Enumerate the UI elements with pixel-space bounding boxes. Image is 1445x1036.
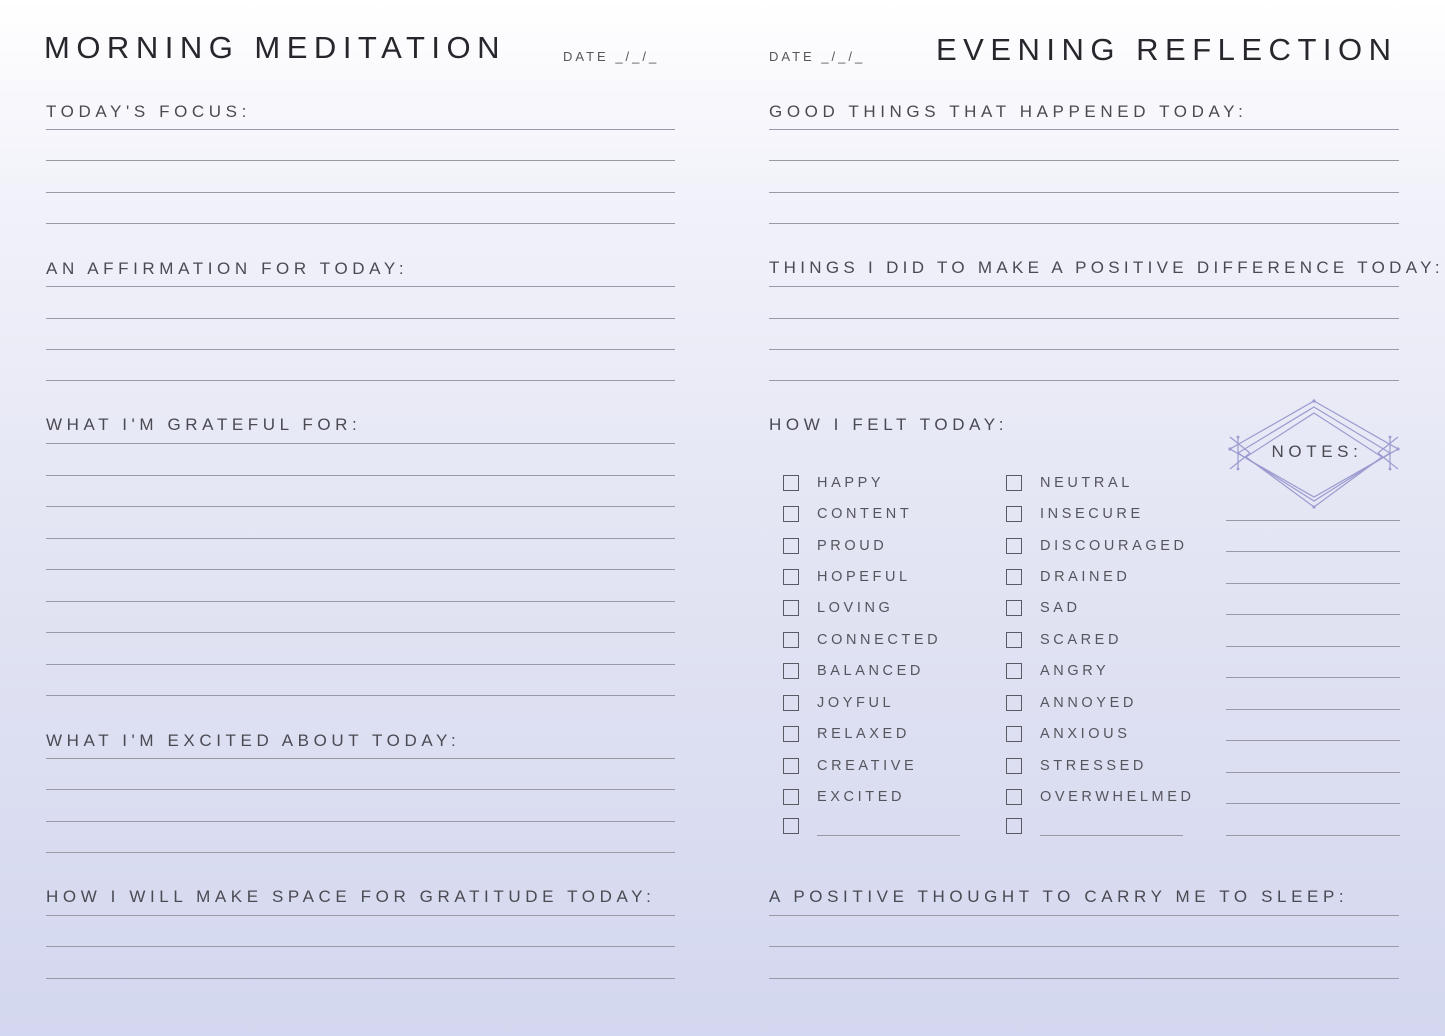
notes-line[interactable] (1226, 583, 1400, 584)
good-things-label: GOOD THINGS THAT HAPPENED TODAY: (769, 102, 1248, 121)
grateful-for-line[interactable] (46, 664, 675, 665)
positive-thought-line[interactable] (769, 915, 1399, 916)
mood-checkbox[interactable] (1006, 600, 1022, 616)
mood-option[interactable] (1006, 630, 1122, 650)
excited-about-line[interactable] (46, 789, 675, 790)
evening-date-field[interactable]: DATE _/_/_ (769, 49, 866, 64)
mood-label: DRAINED (1040, 569, 1131, 585)
mood-label: CONNECTED (817, 632, 942, 648)
mood-option[interactable] (783, 661, 924, 681)
mood-option-blank[interactable] (783, 816, 960, 836)
mood-label: LOVING (817, 600, 894, 616)
mood-label: DISCOURAGED (1040, 538, 1188, 554)
positive-difference-line[interactable] (769, 380, 1399, 381)
mood-checkbox[interactable] (1006, 818, 1022, 834)
mood-checkbox[interactable] (1006, 789, 1022, 805)
grateful-for-label: WHAT I'M GRATEFUL FOR: (46, 415, 362, 434)
mood-label: ANXIOUS (1040, 726, 1131, 742)
notes-line[interactable] (1226, 677, 1400, 678)
evening-title: EVENING REFLECTION (936, 32, 1398, 67)
mood-option[interactable] (783, 787, 905, 807)
positive-thought-label: A POSITIVE THOUGHT TO CARRY ME TO SLEEP: (769, 887, 1349, 906)
mood-label: BALANCED (817, 663, 924, 679)
good-things-line[interactable] (769, 160, 1399, 161)
mood-option[interactable] (1006, 504, 1144, 524)
mood-label: HOPEFUL (817, 569, 911, 585)
mood-checkbox[interactable] (1006, 726, 1022, 742)
mood-label: STRESSED (1040, 758, 1147, 774)
mood-label: ANNOYED (1040, 695, 1137, 711)
mood-checkbox[interactable] (783, 538, 799, 554)
affirmation-line[interactable] (46, 286, 675, 287)
mood-option[interactable] (1006, 693, 1137, 713)
mood-option[interactable] (1006, 473, 1133, 493)
mood-label: PROUD (817, 538, 888, 554)
mood-label: NEUTRAL (1040, 475, 1133, 491)
mood-label: CREATIVE (817, 758, 918, 774)
grateful-for-line[interactable] (46, 443, 675, 444)
mood-checkbox[interactable] (1006, 538, 1022, 554)
mood-option-blank[interactable] (1006, 816, 1183, 836)
todays-focus-label: TODAY'S FOCUS: (46, 102, 251, 121)
mood-option[interactable] (783, 630, 941, 650)
mood-checkbox[interactable] (783, 726, 799, 742)
mood-checkbox[interactable] (1006, 695, 1022, 711)
mood-label: EXCITED (817, 789, 906, 805)
positive-difference-line[interactable] (769, 318, 1399, 319)
mood-checkbox[interactable] (783, 758, 799, 774)
excited-about-line[interactable] (46, 758, 675, 759)
mood-option[interactable] (1006, 724, 1130, 744)
positive-difference-line[interactable] (769, 286, 1399, 287)
todays-focus-line[interactable] (46, 223, 675, 224)
positive-difference-label: THINGS I DID TO MAKE A POSITIVE DIFFERENCE TODAY: (769, 258, 1444, 277)
mood-checkbox[interactable] (783, 569, 799, 585)
mood-label: JOYFUL (817, 695, 895, 711)
mood-option[interactable] (783, 567, 911, 587)
notes-line[interactable] (1226, 740, 1400, 741)
mood-option[interactable] (1006, 661, 1109, 681)
notes-line[interactable] (1226, 772, 1400, 773)
mood-option[interactable] (783, 504, 912, 524)
grateful-for-line[interactable] (46, 632, 675, 633)
excited-about-line[interactable] (46, 852, 675, 853)
mood-label: RELAXED (817, 726, 910, 742)
positive-thought-line[interactable] (769, 946, 1399, 947)
mood-label: ANGRY (1040, 663, 1110, 679)
mood-option[interactable] (1006, 787, 1195, 807)
make-space-label: HOW I WILL MAKE SPACE FOR GRATITUDE TODAY: (46, 887, 656, 906)
mood-option[interactable] (1006, 756, 1147, 776)
mood-option[interactable] (783, 756, 917, 776)
affirmation-label: AN AFFIRMATION FOR TODAY: (46, 259, 409, 278)
mood-checkbox[interactable] (1006, 569, 1022, 585)
mood-checkbox[interactable] (783, 789, 799, 805)
affirmation-line[interactable] (46, 349, 675, 350)
positive-difference-line[interactable] (769, 349, 1399, 350)
mood-checkbox[interactable] (783, 600, 799, 616)
grateful-for-line[interactable] (46, 601, 675, 602)
mood-checkbox[interactable] (783, 506, 799, 522)
notes-line[interactable] (1226, 646, 1400, 647)
notes-label: NOTES: (1271, 442, 1363, 461)
todays-focus-line[interactable] (46, 192, 675, 193)
mood-checkbox[interactable] (1006, 506, 1022, 522)
affirmation-line[interactable] (46, 380, 675, 381)
make-space-line[interactable] (46, 978, 675, 979)
mood-option[interactable] (783, 693, 894, 713)
mood-label: SAD (1040, 600, 1081, 616)
mood-checkbox[interactable] (783, 475, 799, 491)
notes-line[interactable] (1226, 614, 1400, 615)
mood-option[interactable] (1006, 536, 1188, 556)
excited-about-line[interactable] (46, 821, 675, 822)
morning-date-field[interactable]: DATE _/_/_ (563, 49, 660, 64)
morning-title: MORNING MEDITATION (44, 30, 506, 65)
good-things-line[interactable] (769, 129, 1399, 130)
grateful-for-line[interactable] (46, 695, 675, 696)
mood-option[interactable] (783, 598, 893, 618)
mood-checkbox[interactable] (783, 695, 799, 711)
notes-line[interactable] (1226, 551, 1400, 552)
grateful-for-line[interactable] (46, 569, 675, 570)
notes-line[interactable] (1226, 709, 1400, 710)
mood-label: HAPPY (817, 475, 885, 491)
mood-checkbox[interactable] (783, 663, 799, 679)
mood-option[interactable] (783, 473, 884, 493)
mood-checkbox[interactable] (783, 632, 799, 648)
affirmation-line[interactable] (46, 318, 675, 319)
excited-about-label: WHAT I'M EXCITED ABOUT TODAY: (46, 731, 461, 750)
mood-option[interactable] (783, 724, 910, 744)
mood-checkbox[interactable] (1006, 663, 1022, 679)
mood-checkbox[interactable] (1006, 475, 1022, 491)
how-i-felt-label: HOW I FELT TODAY: (769, 415, 1009, 434)
notes-line[interactable] (1226, 835, 1400, 836)
positive-thought-line[interactable] (769, 978, 1399, 979)
grateful-for-line[interactable] (46, 538, 675, 539)
make-space-line[interactable] (46, 915, 675, 916)
grateful-for-line[interactable] (46, 506, 675, 507)
notes-line[interactable] (1226, 803, 1400, 804)
mood-label: INSECURE (1040, 506, 1144, 522)
mood-checkbox[interactable] (783, 818, 799, 834)
good-things-line[interactable] (769, 192, 1399, 193)
good-things-line[interactable] (769, 223, 1399, 224)
notes-line[interactable] (1226, 520, 1400, 521)
mood-option[interactable] (1006, 567, 1130, 587)
todays-focus-line[interactable] (46, 160, 675, 161)
mood-blank-line[interactable] (1040, 835, 1183, 836)
mood-option[interactable] (783, 536, 887, 556)
mood-option[interactable] (1006, 598, 1081, 618)
make-space-line[interactable] (46, 946, 675, 947)
grateful-for-line[interactable] (46, 475, 675, 476)
mood-label: OVERWHELMED (1040, 789, 1195, 805)
mood-checkbox[interactable] (1006, 632, 1022, 648)
mood-blank-line[interactable] (817, 835, 960, 836)
todays-focus-line[interactable] (46, 129, 675, 130)
mood-label: SCARED (1040, 632, 1123, 648)
mood-label: CONTENT (817, 506, 913, 522)
mood-checkbox[interactable] (1006, 758, 1022, 774)
